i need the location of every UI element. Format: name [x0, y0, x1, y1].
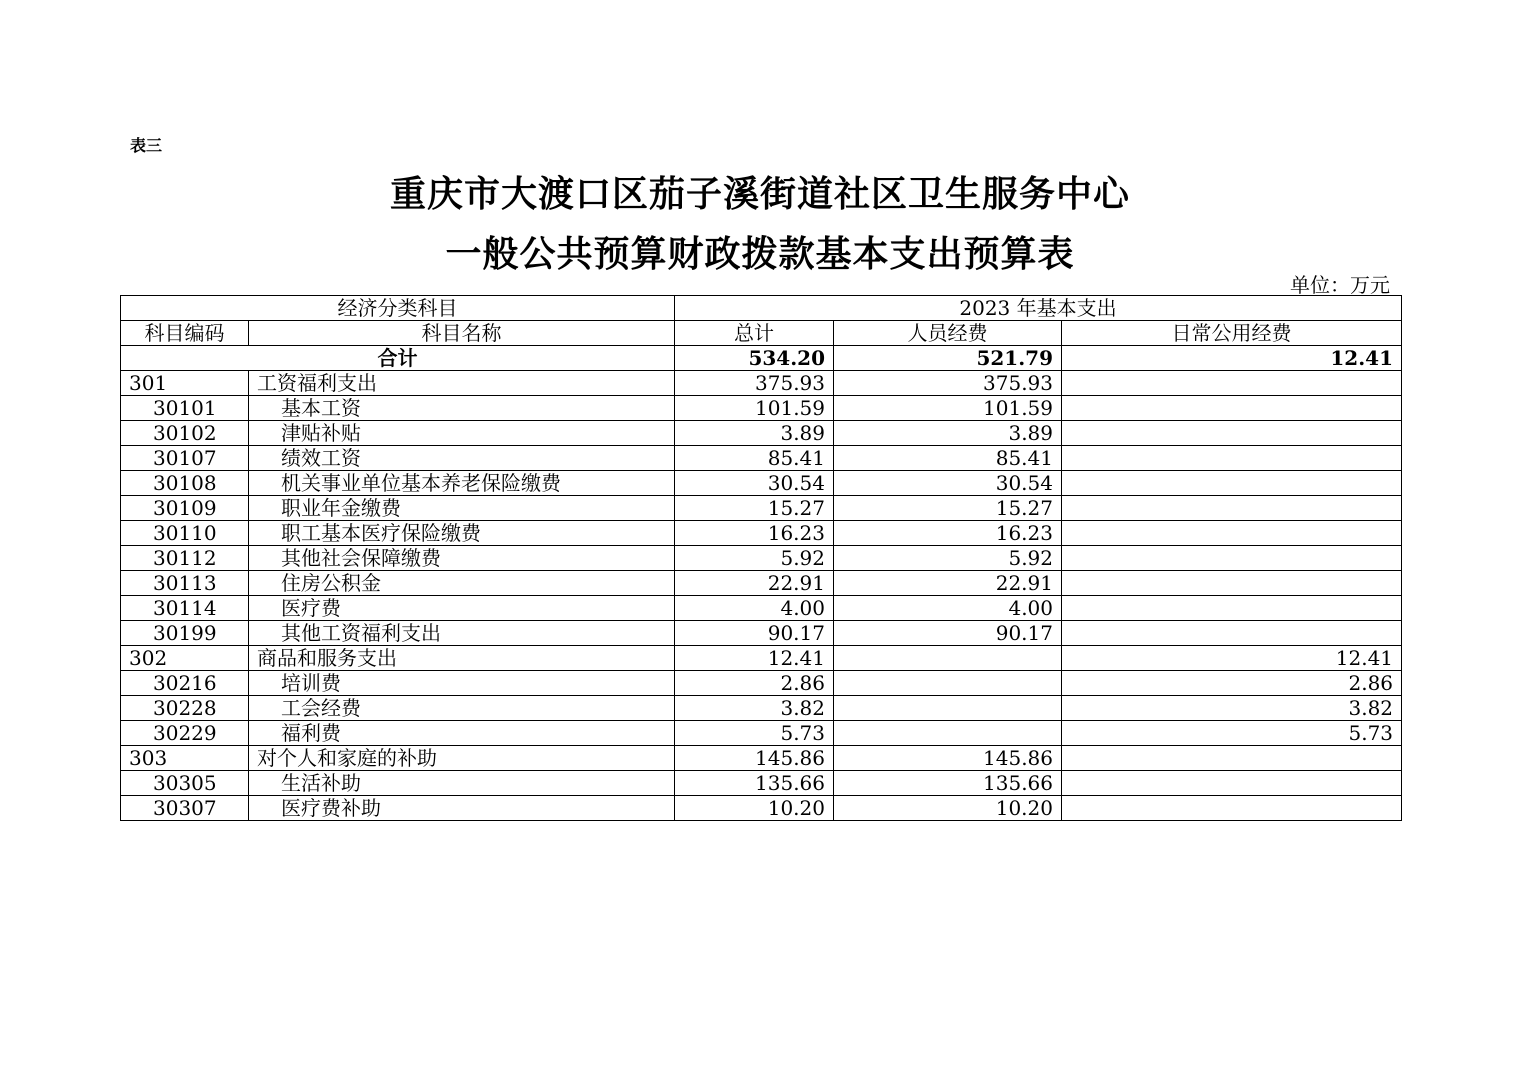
row-name: 培训费: [249, 671, 675, 696]
row-personnel: 85.41: [834, 446, 1062, 471]
header-row-2: [121, 321, 1402, 346]
table-row: [121, 646, 1402, 671]
table-row: [121, 746, 1402, 771]
row-personnel: [834, 696, 1062, 721]
row-daily: [1062, 446, 1402, 471]
row-total: 2.86: [675, 671, 834, 696]
document-title-line2: 一般公共预算财政拨款基本支出预算表: [445, 234, 1075, 275]
table-row: [121, 521, 1402, 546]
row-daily: [1062, 746, 1402, 771]
row-code: 30199: [121, 621, 249, 646]
row-total: 135.66: [675, 771, 834, 796]
budget-table: [120, 295, 1402, 821]
row-code: 30110: [121, 521, 249, 546]
row-total: 10.20: [675, 796, 834, 821]
row-name: 工资福利支出: [249, 371, 675, 396]
row-name: 商品和服务支出: [249, 646, 675, 671]
table-row: [121, 371, 1402, 396]
row-daily: 2.86: [1062, 671, 1402, 696]
header-name: 科目名称: [249, 321, 675, 346]
header-row-1: [121, 296, 1402, 321]
row-name: 绩效工资: [249, 446, 675, 471]
row-total: 101.59: [675, 396, 834, 421]
header-daily: 日常公用经费: [1062, 321, 1402, 346]
total-label: 合计: [121, 346, 675, 371]
row-total: 30.54: [675, 471, 834, 496]
row-daily: [1062, 596, 1402, 621]
row-code: 30229: [121, 721, 249, 746]
table-row: [121, 721, 1402, 746]
header-personnel: 人员经费: [834, 321, 1062, 346]
row-name: 生活补助: [249, 771, 675, 796]
row-total: 85.41: [675, 446, 834, 471]
row-name: 工会经费: [249, 696, 675, 721]
row-name: 对个人和家庭的补助: [249, 746, 675, 771]
row-personnel: 15.27: [834, 496, 1062, 521]
table-row: [121, 421, 1402, 446]
row-name: 福利费: [249, 721, 675, 746]
row-total: 15.27: [675, 496, 834, 521]
row-total: 90.17: [675, 621, 834, 646]
row-code: 30112: [121, 546, 249, 571]
row-code: 30107: [121, 446, 249, 471]
table-label: 表三: [130, 136, 163, 155]
row-daily: [1062, 771, 1402, 796]
row-personnel: 10.20: [834, 796, 1062, 821]
header-year-basic: 2023 年基本支出: [675, 296, 1402, 321]
total-personnel: 521.79: [834, 346, 1062, 371]
unit-label: 单位：万元: [1290, 273, 1390, 297]
row-code: 30108: [121, 471, 249, 496]
table-row: [121, 496, 1402, 521]
table-row: [121, 796, 1402, 821]
row-name: 职工基本医疗保险缴费: [249, 521, 675, 546]
row-personnel: 5.92: [834, 546, 1062, 571]
table-row: [121, 471, 1402, 496]
row-daily: [1062, 571, 1402, 596]
table-row: [121, 671, 1402, 696]
total-daily: 12.41: [1062, 346, 1402, 371]
row-name: 津贴补贴: [249, 421, 675, 446]
row-total: 375.93: [675, 371, 834, 396]
row-total: 4.00: [675, 596, 834, 621]
row-personnel: 30.54: [834, 471, 1062, 496]
row-total: 5.73: [675, 721, 834, 746]
row-daily: [1062, 496, 1402, 521]
row-personnel: 3.89: [834, 421, 1062, 446]
row-total: 145.86: [675, 746, 834, 771]
row-personnel: [834, 671, 1062, 696]
row-code: 30114: [121, 596, 249, 621]
total-total: 534.20: [675, 346, 834, 371]
total-row: [121, 346, 1402, 371]
row-personnel: 135.66: [834, 771, 1062, 796]
row-code: 30113: [121, 571, 249, 596]
header-econ-class: 经济分类科目: [121, 296, 675, 321]
row-personnel: [834, 721, 1062, 746]
row-code: 30307: [121, 796, 249, 821]
row-personnel: 90.17: [834, 621, 1062, 646]
row-daily: 5.73: [1062, 721, 1402, 746]
row-code: 30228: [121, 696, 249, 721]
row-personnel: 145.86: [834, 746, 1062, 771]
table-row: [121, 771, 1402, 796]
row-name: 机关事业单位基本养老保险缴费: [249, 471, 675, 496]
table-row: [121, 596, 1402, 621]
row-total: 22.91: [675, 571, 834, 596]
row-daily: [1062, 371, 1402, 396]
row-name: 职业年金缴费: [249, 496, 675, 521]
row-daily: [1062, 621, 1402, 646]
document-title-line1: 重庆市大渡口区茄子溪街道社区卫生服务中心: [389, 174, 1130, 215]
row-name: 基本工资: [249, 396, 675, 421]
table-row: [121, 621, 1402, 646]
row-name: 住房公积金: [249, 571, 675, 596]
row-total: 3.89: [675, 421, 834, 446]
table-row: [121, 696, 1402, 721]
header-total: 总计: [675, 321, 834, 346]
table-row: [121, 396, 1402, 421]
row-code: 30109: [121, 496, 249, 521]
row-code: 30101: [121, 396, 249, 421]
row-personnel: [834, 646, 1062, 671]
row-daily: 12.41: [1062, 646, 1402, 671]
row-daily: [1062, 471, 1402, 496]
row-name: 医疗费补助: [249, 796, 675, 821]
row-name: 其他社会保障缴费: [249, 546, 675, 571]
row-name: 其他工资福利支出: [249, 621, 675, 646]
row-personnel: 101.59: [834, 396, 1062, 421]
row-personnel: 16.23: [834, 521, 1062, 546]
table-row: [121, 546, 1402, 571]
row-personnel: 375.93: [834, 371, 1062, 396]
row-daily: [1062, 396, 1402, 421]
row-total: 5.92: [675, 546, 834, 571]
row-daily: 3.82: [1062, 696, 1402, 721]
row-code: 30216: [121, 671, 249, 696]
table-row: [121, 571, 1402, 596]
table-row: [121, 446, 1402, 471]
row-code: 301: [121, 371, 249, 396]
row-total: 16.23: [675, 521, 834, 546]
row-total: 12.41: [675, 646, 834, 671]
row-total: 3.82: [675, 696, 834, 721]
row-daily: [1062, 796, 1402, 821]
row-personnel: 22.91: [834, 571, 1062, 596]
row-code: 303: [121, 746, 249, 771]
row-code: 30305: [121, 771, 249, 796]
row-daily: [1062, 521, 1402, 546]
row-code: 30102: [121, 421, 249, 446]
row-personnel: 4.00: [834, 596, 1062, 621]
row-code: 302: [121, 646, 249, 671]
row-daily: [1062, 421, 1402, 446]
header-code: 科目编码: [121, 321, 249, 346]
row-name: 医疗费: [249, 596, 675, 621]
row-daily: [1062, 546, 1402, 571]
